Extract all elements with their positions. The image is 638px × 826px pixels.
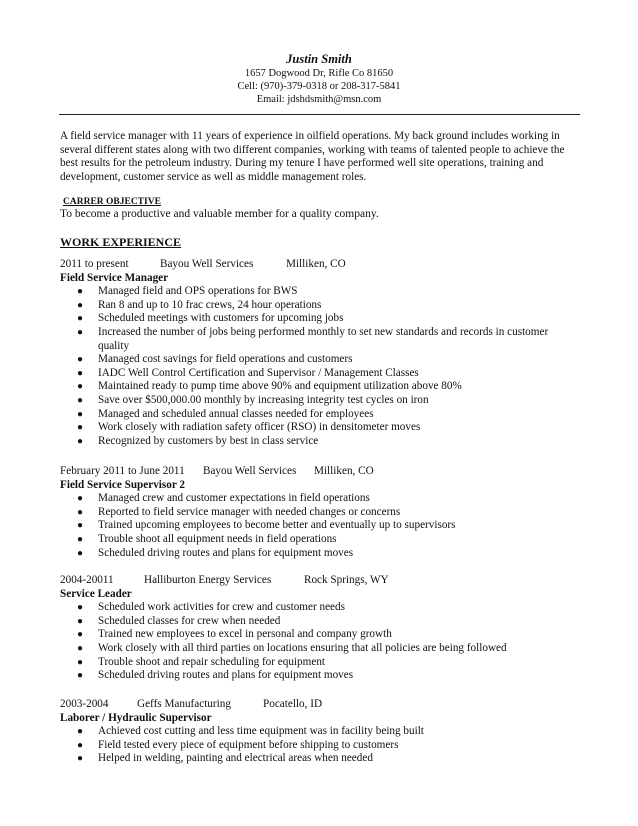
bullet-icon: ● [77,615,84,627]
job-entry [60,574,580,683]
phone-numbers: Cell: (970)-379-0318 or 208-317-5841 [237,81,401,92]
list-item: ● Reported to field service manager with needed changes or concerns [77,505,401,518]
list-item: ● Managed field and OPS operations for BWS [77,285,298,298]
job-dates: 2003-2004 [60,698,109,710]
bullet-icon: ● [77,299,84,311]
email: Email: jdshdsmith@msn.com [256,94,382,105]
job-title: Field Service Supervisor 2 [60,478,186,491]
objective-heading: CARRER OBJECTIVE [63,197,161,207]
list-item: ● Trouble shoot all equipment needs in field operations [77,532,337,545]
list-item: ● Trouble shoot and repair scheduling for equipment [77,655,326,668]
job-location: Rock Springs, WY [304,574,389,586]
bullet-icon: ● [77,656,84,668]
bullet-icon: ● [77,642,84,654]
list-item: ● Work closely with all third parties on locations ensuring that all policies are being followed [77,641,507,654]
header-divider [59,114,580,115]
job-company: Bayou Well Services [203,465,297,477]
job-location: Milliken, CO [286,258,346,270]
list-item: ● Trained upcoming employees to become better and eventually up to supervisors [77,519,456,532]
job-header-line [60,465,580,479]
list-item: ● Field tested every piece of equipment before shipping to customers [77,738,399,751]
job-company: Geffs Manufacturing [137,698,231,710]
bullet-icon: ● [77,533,84,545]
candidate-name: Justin Smith [286,52,352,66]
list-item: ● Achieved cost cutting and less time equipment was in facility being built [77,725,424,738]
job-dates: February 2011 to June 2011 [60,465,185,477]
list-item: ● Scheduled meetings with customers for upcoming jobs [77,312,344,325]
list-item: ● Helped in welding, painting and electrical areas when needed [77,752,373,765]
list-item: ● Maintained ready to pump time above 90% and equipment utilization above 80% [77,380,462,393]
bullet-icon: ● [77,520,84,532]
bullet-icon: ● [77,435,84,447]
bullet-icon: ● [77,326,84,338]
job-location: Milliken, CO [314,465,374,477]
job-entry [60,698,580,766]
bullet-icon: ● [77,493,84,505]
bullet-icon: ● [77,422,84,434]
list-item: ● IADC Well Control Certification and Supervisor / Management Classes [77,366,419,379]
bullet-icon: ● [77,408,84,420]
job-header-line [60,258,580,272]
job-title: Field Service Manager [60,271,169,284]
address: 1657 Dogwood Dr, Rifle Co 81650 [244,68,394,79]
list-item: ● Ran 8 and up to 10 frac crews, 24 hour operations [77,298,322,311]
job-location: Pocatello, ID [263,698,323,710]
list-item: ● Recognized by customers by best in class service [77,434,319,447]
list-item: ● Scheduled classes for crew when needed [77,614,281,627]
job-duties-list [60,725,580,766]
list-item: ● Managed and scheduled annual classes needed for employees [77,407,374,420]
job-header-line [60,698,580,712]
list-item: ● Scheduled driving routes and plans for equipment moves [77,669,354,682]
bullet-icon: ● [77,602,84,614]
job-company: Bayou Well Services [160,258,254,270]
summary-paragraph: A field service manager with 11 years of experience in oilfield operations. My back ground includes working in several different states along with two different companies, working with teams of talented people to achieve the best results for the petroleum industry. During my tenure I have performed well site operations, training and development, customer service as well as middle management roles. [60,130,565,183]
job-duties-list [60,601,580,683]
resume-header [0,52,638,106]
job-entry [60,258,580,448]
bullet-icon: ● [77,286,84,298]
work-experience-heading: WORK EXPERIENCE [60,235,182,249]
list-item: ● Work closely with radiation safety officer (RSO) in densitometer moves [77,421,421,434]
bullet-icon: ● [77,670,84,682]
bullet-icon: ● [77,629,84,641]
job-title: Service Leader [60,587,132,600]
bullet-icon: ● [77,739,84,751]
list-item: ● Scheduled work activities for crew and customer needs [77,601,345,614]
job-duties-list [60,492,580,560]
list-item: ● Trained new employees to excel in personal and company growth [77,628,392,641]
job-header-line [60,574,580,588]
bullet-icon: ● [77,354,84,366]
job-duties-list [60,285,580,448]
job-dates: 2004-20011 [60,574,114,586]
list-item: ● Save over $500,000.00 monthly by increasing integrity test cycles on iron [77,393,429,406]
list-item: ● Managed cost savings for field operations and customers [77,353,353,366]
bullet-icon: ● [77,753,84,765]
bullet-icon: ● [77,313,84,325]
list-item: ● Scheduled driving routes and plans for equipment moves [77,546,354,559]
bullet-icon: ● [77,506,84,518]
list-item: ● Increased the number of jobs being performed monthly to set new standards and records in customer quality [77,325,549,352]
list-item: ● Managed crew and customer expectations in field operations [77,492,370,505]
job-title: Laborer / Hydraulic Supervisor [60,711,212,724]
objective-text: To become a productive and valuable member for a quality company. [60,208,379,220]
bullet-icon: ● [77,381,84,393]
bullet-icon: ● [77,367,84,379]
job-entry [60,465,580,560]
bullet-icon: ● [77,726,84,738]
job-company: Halliburton Energy Services [144,574,272,586]
job-dates: 2011 to present [60,258,129,270]
bullet-icon: ● [77,547,84,559]
bullet-icon: ● [77,394,84,406]
